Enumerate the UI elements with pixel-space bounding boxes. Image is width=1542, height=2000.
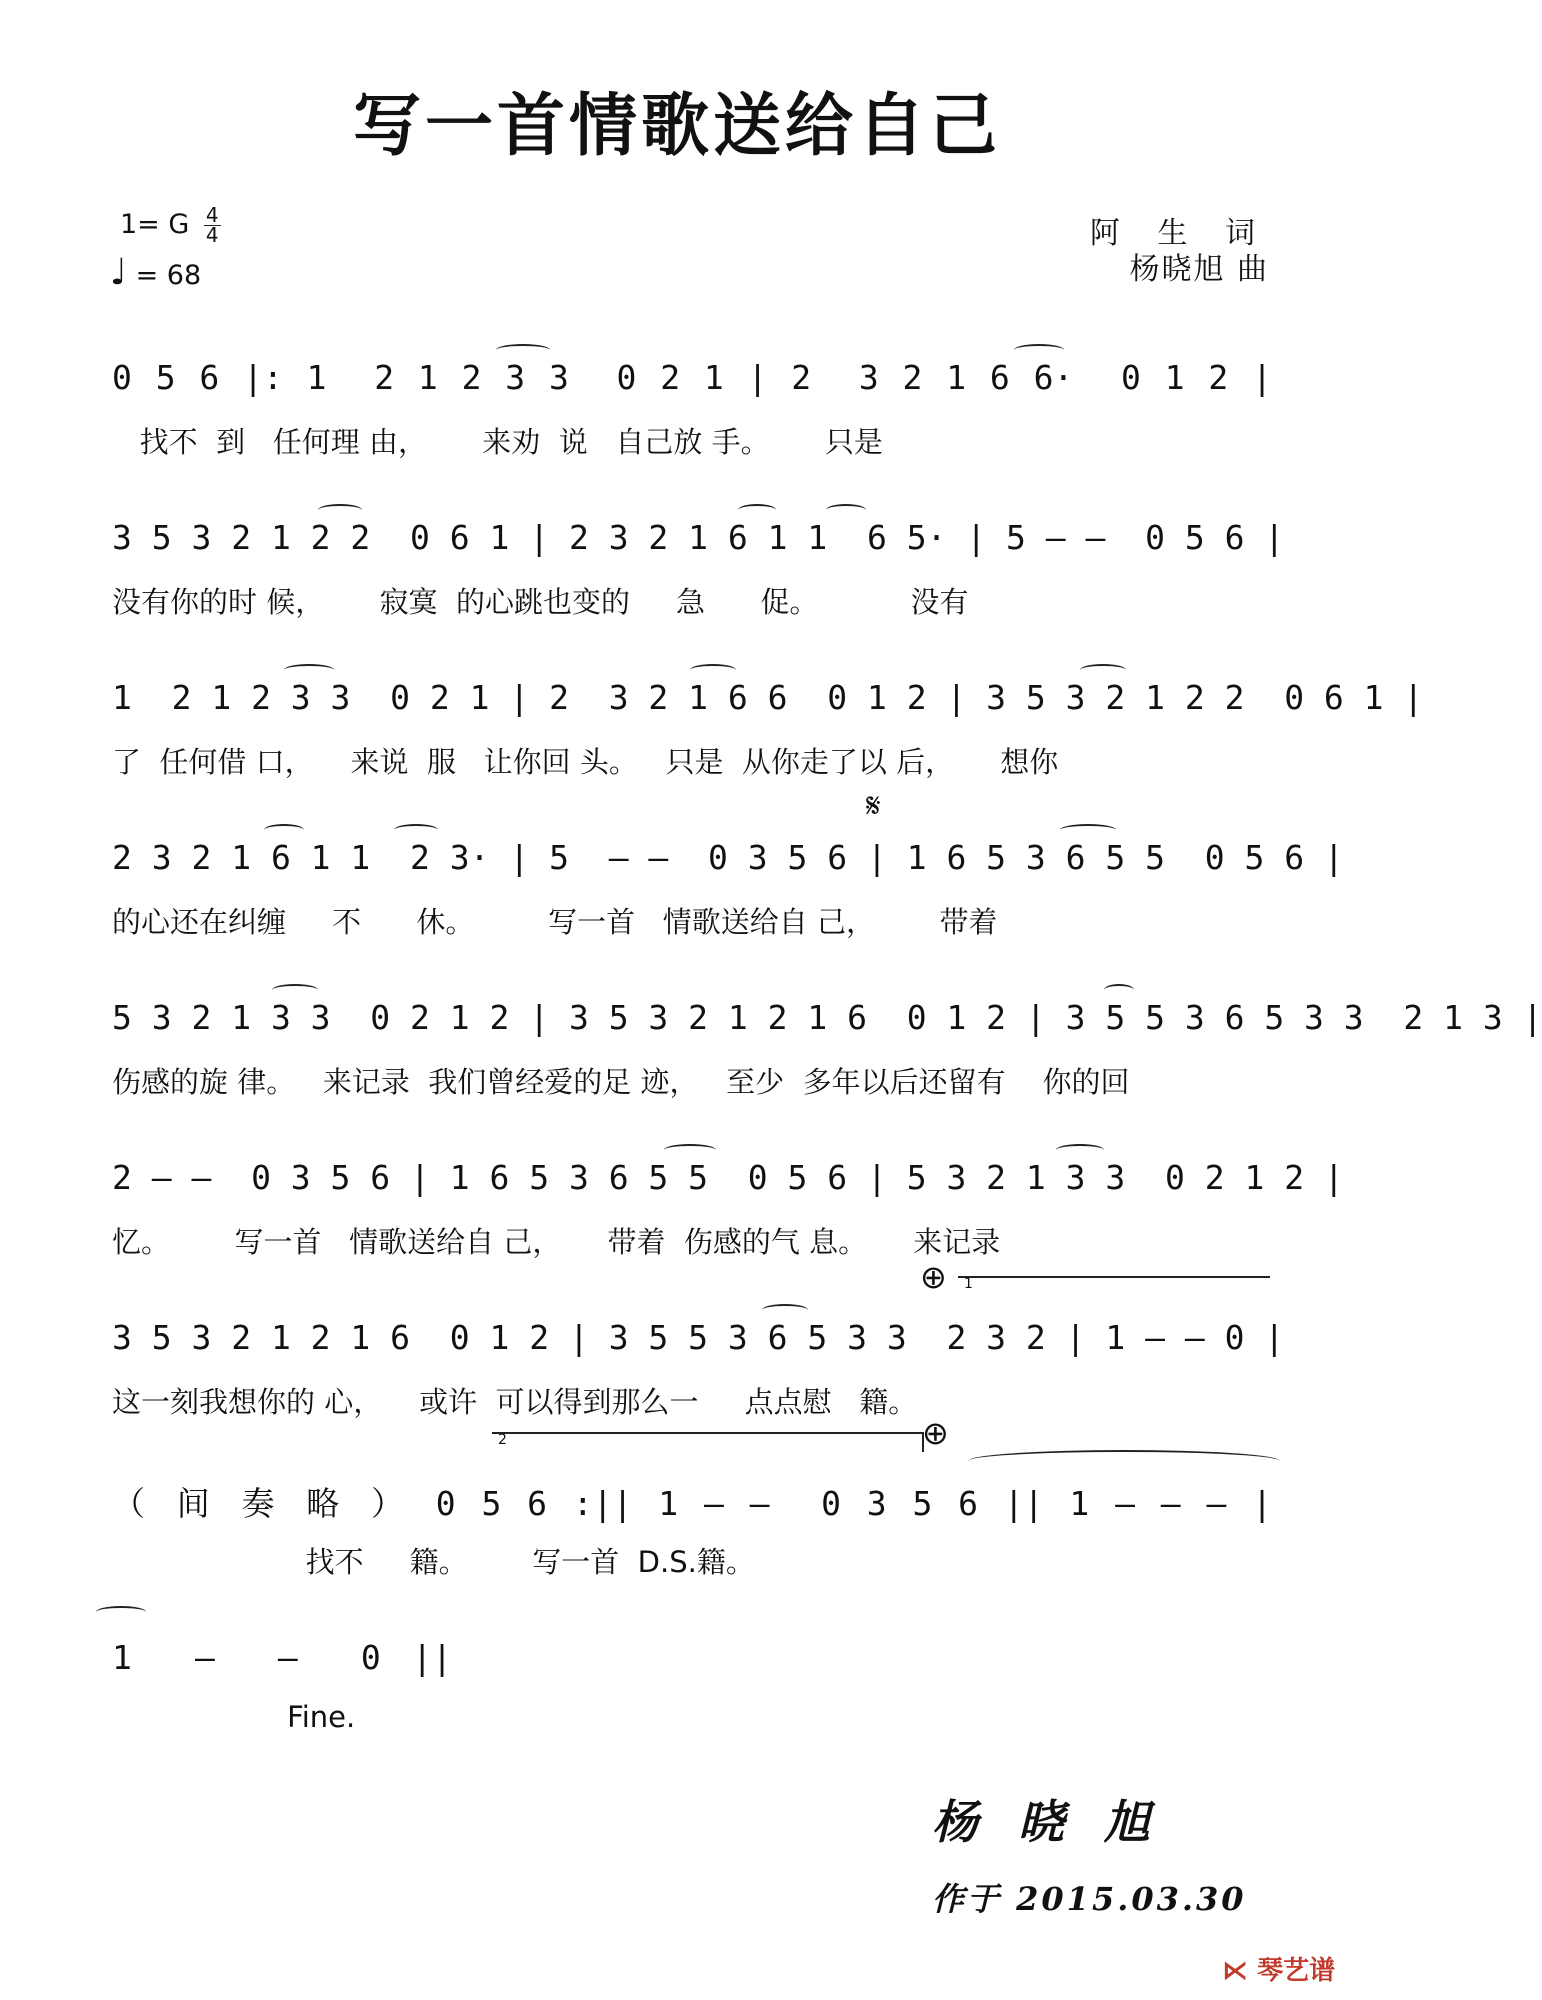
- tie-slur: [690, 664, 736, 676]
- first-ending-label: 1: [964, 1276, 973, 1292]
- notation-line: 2 — — 0 3 5 6 | 1 6 5 3 6 5 5 0 5 6 | 5 3 2 1 3 3 0 2 1 2 |: [112, 1158, 1344, 1197]
- logo-icon: ⋉: [1222, 1956, 1248, 1986]
- page-title: 写一首情歌送给自己: [352, 87, 1001, 166]
- time-signature-bottom: 4: [205, 223, 219, 247]
- composition-date: 作于 2015.03.30: [932, 1880, 1247, 1918]
- notation-line: 3 5 3 2 1 2 1 6 0 1 2 | 3 5 5 3 6 5 3 3 2 3 2 | 1 — — 0 |: [112, 1318, 1285, 1357]
- lyric-line: 没有你的时 候， 寂寞 的心跳也变的 急 促。 没有: [112, 585, 969, 619]
- notation-line: 3 5 3 2 1 2 2 0 6 1 | 2 3 2 1 6 1 1 6 5· | 5 — — 0 5 6 |: [112, 518, 1285, 557]
- quarter-note-icon: ♩: [110, 252, 127, 293]
- tie-slur: [394, 824, 438, 836]
- tie-slur: [264, 824, 304, 836]
- key-label: 1= G: [120, 209, 190, 240]
- long-slur: [968, 1450, 1280, 1472]
- logo-text: 琴艺谱: [1257, 1956, 1336, 1986]
- tempo-marking: [110, 252, 201, 293]
- music-system-2: [112, 518, 1285, 628]
- segno-icon: 𝄋: [866, 786, 881, 826]
- music-system-8: [112, 1478, 1272, 1588]
- tie-slur: [1060, 824, 1116, 836]
- notation-line: 2 3 2 1 6 1 1 2 3· | 5 — — 0 3 5 6 | 1 6 5 3 6 5 5 0 5 6 |: [112, 838, 1344, 877]
- second-ending-label: 2: [498, 1432, 507, 1448]
- tie-slur: [1056, 1144, 1104, 1156]
- lyric-line: 忆。 写一首 情歌送给自 己， 带着 伤感的气 息。 来记录: [112, 1225, 1001, 1259]
- music-system-5: [112, 998, 1542, 1108]
- coda-icon: ⊕: [922, 1414, 949, 1452]
- music-system-3: [112, 678, 1424, 788]
- music-system-7: [112, 1318, 1285, 1428]
- notation-line: 5 3 2 1 3 3 0 2 1 2 | 3 5 3 2 1 2 1 6 0 1 2 | 3 5 5 3 6 5 3 3 2 1 3 |: [112, 998, 1542, 1037]
- key-signature: [120, 203, 221, 247]
- lyric-line: 的心还在纠缠 不 休。 写一首 情歌送给自 己， 带着: [112, 905, 998, 939]
- lyricist-credit: 阿 生 词: [1089, 216, 1269, 251]
- music-system-9: [112, 1638, 452, 1748]
- tie-slur: [762, 1304, 808, 1316]
- tempo-value: = 68: [135, 260, 202, 291]
- coda-icon: ⊕: [920, 1258, 947, 1296]
- time-signature: [204, 203, 221, 247]
- music-system-6: [112, 1158, 1344, 1268]
- notation-line: 1 2 1 2 3 3 0 2 1 | 2 3 2 1 6 6 0 1 2 | 3 5 3 2 1 2 2 0 6 1 |: [112, 678, 1424, 717]
- composer-credit: 杨晓旭 曲: [1129, 252, 1269, 287]
- tie-slur: [1014, 344, 1064, 356]
- site-logo: [1222, 1950, 1335, 1987]
- tie-slur: [318, 504, 362, 516]
- notation-line: 0 5 6 |: 1 2 1 2 3 3 0 2 1 | 2 3 2 1 6 6· 0 1 2 |: [112, 358, 1272, 397]
- notation-line: 1 — — 0 ||: [112, 1638, 452, 1677]
- music-system-4: [112, 838, 1344, 948]
- tie-slur: [826, 504, 866, 516]
- tie-slur: [664, 1144, 716, 1156]
- lyric-line: 了 任何借 口， 来说 服 让你回 头。 只是 从你走了以 后， 想你: [112, 745, 1059, 779]
- second-ending-bracket: [492, 1432, 924, 1452]
- time-signature-top: 4: [205, 203, 219, 227]
- lyric-line: 伤感的旋 律。 来记录 我们曾经爱的足 迹， 至少 多年以后还留有 你的回: [112, 1065, 1130, 1099]
- tie-slur: [738, 504, 776, 516]
- tie-slur: [284, 664, 334, 676]
- lyric-line: 这一刻我想你的 心， 或许 可以得到那么一 点点慰 籍。: [112, 1385, 918, 1419]
- tie-slur: [96, 1606, 146, 1618]
- lyric-line: 找不 到 任何理 由， 来劝 说 自己放 手。 只是: [112, 425, 883, 459]
- music-system-1: [112, 358, 1272, 468]
- first-ending-bracket: [958, 1276, 1270, 1296]
- lyric-line: 找不 籍。 写一首 D.S.籍。: [112, 1545, 755, 1579]
- tie-slur: [272, 984, 318, 996]
- author-signature: 杨晓旭: [932, 1795, 1190, 1849]
- tie-slur: [496, 344, 550, 356]
- lyric-line: Fine.: [112, 1700, 356, 1734]
- tie-slur: [1104, 984, 1134, 996]
- notation-line: （ 间 奏 略 ） 0 5 6 :|| 1 — — 0 3 5 6 || 1 — — — |: [112, 1484, 1272, 1523]
- tie-slur: [1080, 664, 1126, 676]
